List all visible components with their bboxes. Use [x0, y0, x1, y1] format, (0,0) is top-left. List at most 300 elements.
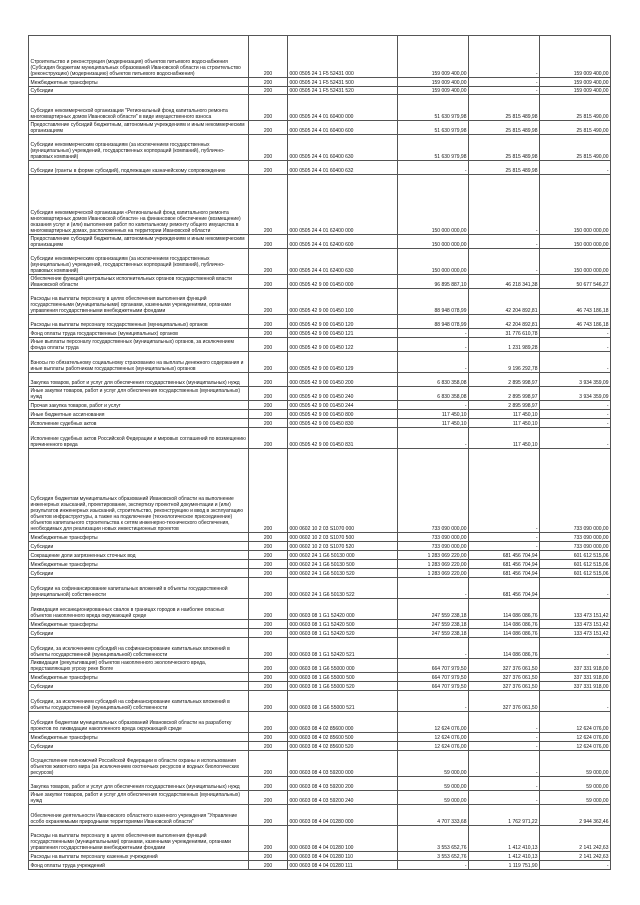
row-approved-amount: -: [398, 428, 469, 449]
row-executed-amount: 114 086 086,76: [469, 599, 540, 620]
row-budget-code: 000 0505 42 9 00 01450 244: [288, 401, 398, 410]
row-line-code: 200: [249, 373, 288, 387]
row-name: Субсидии: [29, 682, 249, 691]
row-name: Субсидии, за исключением субсидий на софинансирование капитальных вложений в объекты государственной (муниципальной) собственности: [29, 691, 249, 712]
row-unexecuted-amount: 3 934 359,09: [540, 387, 611, 401]
row-approved-amount: 664 707 979,50: [398, 673, 469, 682]
row-budget-code: 000 0505 24 4 01 60400 632: [288, 161, 398, 175]
row-line-code: 200: [249, 861, 288, 870]
row-executed-amount: -: [469, 235, 540, 249]
row-unexecuted-amount: 733 090 000,00: [540, 449, 611, 533]
row-budget-code: 000 0505 42 9 00 01450 831: [288, 428, 398, 449]
row-line-code: 200: [249, 533, 288, 542]
row-name: Иные выплаты персоналу государственных (муниципальных) органов, за исключением фонда оплаты труда: [29, 338, 249, 352]
row-budget-code: 000 0603 08 1 G6 55000 500: [288, 673, 398, 682]
row-name: Субсидии некоммерческим организациям (за исключением государственных (муниципальных) учреждений, государственных корпораций (компаний), публично-правовых компаний): [29, 249, 249, 275]
table-row: [29, 329, 611, 338]
table-row: [29, 95, 611, 121]
row-name: Расходы на выплаты персоналу в целях обеспечения выполнения функций государственными (муниципальными) органами, казенными учреждениями, органами управления государственными внебюджетными фондами: [29, 289, 249, 315]
row-budget-code: 000 0603 08 4 03 59200 200: [288, 777, 398, 791]
row-line-code: 200: [249, 578, 288, 599]
row-line-code: 200: [249, 791, 288, 805]
table-row: [29, 542, 611, 551]
row-budget-code: 000 0505 24 1 F5 52431 500: [288, 78, 398, 87]
row-executed-amount: -: [469, 533, 540, 542]
table-row: [29, 733, 611, 742]
row-unexecuted-amount: 337 331 918,00: [540, 673, 611, 682]
row-unexecuted-amount: -: [540, 691, 611, 712]
row-line-code: 200: [249, 599, 288, 620]
row-budget-code: 000 0603 08 4 04 01280 100: [288, 826, 398, 852]
row-approved-amount: 159 009 400,00: [398, 36, 469, 78]
row-unexecuted-amount: 12 624 076,00: [540, 712, 611, 733]
row-executed-amount: 327 376 061,50: [469, 682, 540, 691]
row-unexecuted-amount: -: [540, 578, 611, 599]
row-budget-code: 000 0603 08 1 G1 52420 500: [288, 620, 398, 629]
row-approved-amount: -: [398, 352, 469, 373]
row-budget-code: 000 0505 24 4 01 62400 630: [288, 249, 398, 275]
row-unexecuted-amount: -: [540, 861, 611, 870]
row-executed-amount: 114 086 086,76: [469, 620, 540, 629]
table-row: [29, 449, 611, 533]
table-row: [29, 401, 611, 410]
row-name: Закупка товаров, работ и услуг для обеспечения государственных (муниципальных) нужд: [29, 777, 249, 791]
row-budget-code: 000 0603 08 4 03 59200 240: [288, 791, 398, 805]
row-approved-amount: 733 090 000,00: [398, 533, 469, 542]
row-approved-amount: 150 000 000,00: [398, 249, 469, 275]
row-name: Субсидии: [29, 542, 249, 551]
table-row: [29, 161, 611, 175]
row-unexecuted-amount: 733 090 000,00: [540, 533, 611, 542]
row-budget-code: 000 0505 24 4 01 62400 000: [288, 175, 398, 235]
row-approved-amount: 88 948 078,99: [398, 315, 469, 329]
row-approved-amount: 117 450,10: [398, 419, 469, 428]
row-budget-code: 000 0603 08 4 02 85600 500: [288, 733, 398, 742]
row-approved-amount: 159 009 400,00: [398, 78, 469, 87]
row-executed-amount: -: [469, 777, 540, 791]
budget-execution-table: [28, 35, 611, 870]
row-executed-amount: 681 456 704,94: [469, 551, 540, 560]
row-unexecuted-amount: 12 624 076,00: [540, 733, 611, 742]
row-executed-amount: -: [469, 78, 540, 87]
row-approved-amount: -: [398, 691, 469, 712]
row-executed-amount: 25 815 489,98: [469, 95, 540, 121]
row-approved-amount: 4 707 333,68: [398, 805, 469, 826]
row-executed-amount: 327 376 061,50: [469, 691, 540, 712]
row-name: Исполнение судебных актов: [29, 419, 249, 428]
row-unexecuted-amount: -: [540, 329, 611, 338]
row-name: Субсидии: [29, 742, 249, 751]
table-row: [29, 712, 611, 733]
row-line-code: 200: [249, 691, 288, 712]
table-row: [29, 569, 611, 578]
row-approved-amount: 59 000,00: [398, 791, 469, 805]
row-approved-amount: -: [398, 161, 469, 175]
row-budget-code: 000 0505 42 9 00 01450 121: [288, 329, 398, 338]
row-executed-amount: 1 762 971,22: [469, 805, 540, 826]
row-line-code: 200: [249, 733, 288, 742]
table-row: [29, 338, 611, 352]
row-unexecuted-amount: 601 612 515,06: [540, 551, 611, 560]
row-executed-amount: 327 376 061,50: [469, 673, 540, 682]
row-name: Иные закупки товаров, работ и услуг для обеспечения государственных (муниципальных) нужд: [29, 791, 249, 805]
row-budget-code: 000 0602 24 1 G6 50130 000: [288, 551, 398, 560]
row-budget-code: 000 0505 42 9 00 01450 000: [288, 275, 398, 289]
row-executed-amount: -: [469, 733, 540, 742]
row-executed-amount: 9 196 292,78: [469, 352, 540, 373]
table-row: [29, 289, 611, 315]
row-approved-amount: 51 630 979,98: [398, 95, 469, 121]
row-name: Исполнение судебных актов Российской Федерации и мировых соглашений по возмещению причиненного вреда: [29, 428, 249, 449]
row-name: Межбюджетные трансферты: [29, 620, 249, 629]
row-executed-amount: -: [469, 449, 540, 533]
row-executed-amount: -: [469, 36, 540, 78]
row-line-code: 200: [249, 673, 288, 682]
row-name: Межбюджетные трансферты: [29, 78, 249, 87]
table-row: [29, 410, 611, 419]
row-executed-amount: 42 204 892,81: [469, 289, 540, 315]
row-line-code: 200: [249, 826, 288, 852]
row-line-code: 200: [249, 560, 288, 569]
row-budget-code: 000 0603 08 4 04 01280 111: [288, 861, 398, 870]
row-executed-amount: 31 776 610,78: [469, 329, 540, 338]
row-unexecuted-amount: 337 331 918,00: [540, 682, 611, 691]
row-approved-amount: 664 707 979,50: [398, 659, 469, 673]
row-unexecuted-amount: 601 612 515,06: [540, 560, 611, 569]
row-approved-amount: -: [398, 401, 469, 410]
row-approved-amount: 59 000,00: [398, 777, 469, 791]
row-line-code: 200: [249, 410, 288, 419]
row-executed-amount: 117 450,10: [469, 419, 540, 428]
row-name: Обеспечение деятельности Ивановского областного казенного учреждения "Управление особо охраняемыми природными территориями Ивановской области": [29, 805, 249, 826]
row-budget-code: 000 0602 24 1 G6 50130 500: [288, 560, 398, 569]
row-name: Межбюджетные трансферты: [29, 533, 249, 542]
row-approved-amount: 88 948 078,99: [398, 289, 469, 315]
table-row: [29, 629, 611, 638]
row-name: Субсидия некоммерческой организации «Региональный фонд капитального ремонта многоквартирных домов Ивановской области» на финансовое обеспечение (возмещение) оказания услуг и (или) выполнения работ по капитальному ремонту общего имущества в многоквартирных домах, расположенных на территории Ивановской области: [29, 175, 249, 235]
row-unexecuted-amount: -: [540, 410, 611, 419]
row-approved-amount: 150 000 000,00: [398, 175, 469, 235]
row-unexecuted-amount: 150 000 000,00: [540, 235, 611, 249]
row-unexecuted-amount: 159 009 400,00: [540, 87, 611, 95]
row-name: Осуществление полномочий Российской Федерации в области охраны и использования объектов животного мира (за исключением охотничьих ресурсов и водных биологических ресурсов): [29, 751, 249, 777]
row-unexecuted-amount: -: [540, 419, 611, 428]
row-unexecuted-amount: 2 944 362,46: [540, 805, 611, 826]
table-row: [29, 275, 611, 289]
row-unexecuted-amount: 59 000,00: [540, 751, 611, 777]
row-approved-amount: 12 624 076,00: [398, 742, 469, 751]
table-row: [29, 428, 611, 449]
table-row: [29, 691, 611, 712]
table-row: [29, 861, 611, 870]
table-row: [29, 742, 611, 751]
table-row: [29, 852, 611, 861]
row-line-code: 200: [249, 428, 288, 449]
row-line-code: 200: [249, 387, 288, 401]
row-line-code: 200: [249, 638, 288, 659]
row-approved-amount: -: [398, 578, 469, 599]
table-row: [29, 826, 611, 852]
table-row: [29, 387, 611, 401]
row-unexecuted-amount: 59 000,00: [540, 777, 611, 791]
row-approved-amount: 1 283 069 220,00: [398, 569, 469, 578]
row-budget-code: 000 0505 42 9 00 01450 120: [288, 315, 398, 329]
row-unexecuted-amount: 59 000,00: [540, 791, 611, 805]
row-approved-amount: 6 830 358,08: [398, 373, 469, 387]
row-executed-amount: -: [469, 175, 540, 235]
row-name: Фонд оплаты труда учреждений: [29, 861, 249, 870]
row-budget-code: 000 0603 08 4 04 01280 000: [288, 805, 398, 826]
row-executed-amount: -: [469, 742, 540, 751]
table-row: [29, 560, 611, 569]
table-row: [29, 551, 611, 560]
row-budget-code: 000 0603 08 1 G6 55000 000: [288, 659, 398, 673]
row-approved-amount: 6 830 358,08: [398, 387, 469, 401]
row-approved-amount: 733 090 000,00: [398, 542, 469, 551]
row-approved-amount: 247 559 238,18: [398, 599, 469, 620]
row-name: Взносы по обязательному социальному страхованию на выплаты денежного содержания и иные выплаты работникам государственных (муниципальных) органов: [29, 352, 249, 373]
row-approved-amount: -: [398, 638, 469, 659]
row-budget-code: 000 0603 08 1 G6 55000 520: [288, 682, 398, 691]
row-line-code: 200: [249, 95, 288, 121]
row-executed-amount: 1 412 410,13: [469, 826, 540, 852]
budget-report-page: [28, 35, 610, 870]
row-line-code: 200: [249, 742, 288, 751]
row-name: Субсидии: [29, 629, 249, 638]
table-row: [29, 599, 611, 620]
row-line-code: 200: [249, 682, 288, 691]
row-executed-amount: 681 456 704,94: [469, 569, 540, 578]
row-budget-code: 000 0505 24 4 01 60400 600: [288, 121, 398, 135]
row-budget-code: 000 0603 08 1 G1 52420 520: [288, 629, 398, 638]
row-approved-amount: 159 009 400,00: [398, 87, 469, 95]
row-line-code: 200: [249, 777, 288, 791]
row-unexecuted-amount: 159 009 400,00: [540, 36, 611, 78]
row-name: Расходы на выплаты персоналу государственных (муниципальных) органов: [29, 315, 249, 329]
row-budget-code: 000 0603 08 4 02 85600 000: [288, 712, 398, 733]
row-name: Субсидии: [29, 569, 249, 578]
row-line-code: 200: [249, 805, 288, 826]
row-line-code: 200: [249, 852, 288, 861]
row-unexecuted-amount: 733 090 000,00: [540, 542, 611, 551]
table-row: [29, 373, 611, 387]
row-budget-code: 000 0505 24 1 F5 52431 520: [288, 87, 398, 95]
row-approved-amount: 1 283 069 220,00: [398, 560, 469, 569]
row-budget-code: 000 0603 08 1 G1 52420 521: [288, 638, 398, 659]
row-name: Межбюджетные трансферты: [29, 560, 249, 569]
row-name: Субсидии, за исключением субсидий на софинансирование капитальных вложений в объекты государственной (муниципальной) собственности: [29, 638, 249, 659]
row-line-code: 200: [249, 542, 288, 551]
row-name: Межбюджетные трансферты: [29, 733, 249, 742]
row-name: Субсидии на софинансирование капитальных вложений в объекты государственной (муниципальной) собственности: [29, 578, 249, 599]
row-executed-amount: 1 231 989,28: [469, 338, 540, 352]
row-line-code: 200: [249, 449, 288, 533]
row-line-code: 200: [249, 175, 288, 235]
row-unexecuted-amount: -: [540, 161, 611, 175]
row-approved-amount: 247 559 238,18: [398, 629, 469, 638]
row-executed-amount: 117 450,10: [469, 428, 540, 449]
row-budget-code: 000 0505 24 1 F5 52431 000: [288, 36, 398, 78]
row-executed-amount: 681 456 704,94: [469, 560, 540, 569]
row-name: Межбюджетные трансферты: [29, 673, 249, 682]
row-unexecuted-amount: 25 815 490,00: [540, 135, 611, 161]
row-name: Субсидия некоммерческой организации "Региональный фонд капитального ремонта многоквартирных домов Ивановской области" в виде имущественного взноса: [29, 95, 249, 121]
row-executed-amount: 25 815 489,98: [469, 135, 540, 161]
row-unexecuted-amount: 133 473 151,42: [540, 629, 611, 638]
table-row: [29, 777, 611, 791]
row-name: Субсидии: [29, 87, 249, 95]
row-name: Прочая закупка товаров, работ и услуг: [29, 401, 249, 410]
row-name: Ликвидация несанкционированных свалок в границах городов и наиболее опасных объектов накопленного вреда окружающей среде: [29, 599, 249, 620]
row-name: Строительство и реконструкция (модернизация) объектов питьевого водоснабжения (Субсидия бюджетам муниципальных образований Ивановской области на строительство (реконструкцию) (модернизацию) объектов питьевого водоснабжения): [29, 36, 249, 78]
row-line-code: 200: [249, 620, 288, 629]
row-name: Субсидия бюджетам муниципальных образований Ивановской области на разработку проектов по ликвидации накопленного вреда окружающей среде: [29, 712, 249, 733]
row-unexecuted-amount: 25 815 490,00: [540, 95, 611, 121]
row-approved-amount: 3 553 652,76: [398, 852, 469, 861]
row-executed-amount: 46 218 341,38: [469, 275, 540, 289]
row-name: Субсидия бюджетам муниципальных образований Ивановской области на выполнение инженерных изысканий, проектирование, экспертизу проектной документации и (или) результатов инженерных изысканий, строительство, реконструкцию и ввод в эксплуатацию объектов инфраструктуры, а также на подключение (технологическое присоединение) объектов капитального строительства к сетям инженерно-технического обеспечения, необходимых для реализации новых инвестиционных проектов: [29, 449, 249, 533]
row-budget-code: 000 0602 24 1 G6 50130 522: [288, 578, 398, 599]
row-line-code: 200: [249, 751, 288, 777]
row-budget-code: 000 0603 08 4 02 85600 520: [288, 742, 398, 751]
row-executed-amount: 42 204 892,81: [469, 315, 540, 329]
row-budget-code: 000 0505 42 9 00 01450 800: [288, 410, 398, 419]
row-unexecuted-amount: 133 473 151,42: [540, 599, 611, 620]
row-approved-amount: 664 707 979,50: [398, 682, 469, 691]
row-approved-amount: 1 283 069 220,00: [398, 551, 469, 560]
table-row: [29, 175, 611, 235]
row-line-code: 200: [249, 569, 288, 578]
row-executed-amount: -: [469, 542, 540, 551]
row-name: Расходы на выплаты персоналу в целях обеспечения выполнения функций государственными (муниципальными) органами, казенными учреждениями, органами управления государственными внебюджетными фондами: [29, 826, 249, 852]
row-line-code: 200: [249, 551, 288, 560]
table-row: [29, 249, 611, 275]
row-line-code: 200: [249, 235, 288, 249]
row-unexecuted-amount: 3 934 359,09: [540, 373, 611, 387]
row-budget-code: 000 0505 24 4 01 60400 000: [288, 95, 398, 121]
row-line-code: 200: [249, 135, 288, 161]
row-line-code: 200: [249, 419, 288, 428]
row-unexecuted-amount: -: [540, 638, 611, 659]
row-budget-code: 000 0505 42 9 00 01450 129: [288, 352, 398, 373]
table-row: [29, 638, 611, 659]
table-row: [29, 682, 611, 691]
row-budget-code: 000 0602 24 1 G6 50130 520: [288, 569, 398, 578]
row-name: Сокращение доли загрязненных сточных вод: [29, 551, 249, 560]
row-unexecuted-amount: 601 612 515,06: [540, 569, 611, 578]
table-row: [29, 315, 611, 329]
row-budget-code: 000 0602 10 2 03 S1070 520: [288, 542, 398, 551]
table-row: [29, 620, 611, 629]
row-executed-amount: -: [469, 751, 540, 777]
row-approved-amount: 59 000,00: [398, 751, 469, 777]
row-budget-code: 000 0602 10 2 03 S1070 000: [288, 449, 398, 533]
row-approved-amount: 117 450,10: [398, 410, 469, 419]
row-name: Предоставление субсидий бюджетным, автономным учреждениям и иным некоммерческим организациям: [29, 121, 249, 135]
table-row: [29, 578, 611, 599]
row-approved-amount: 51 630 979,98: [398, 121, 469, 135]
row-line-code: 200: [249, 315, 288, 329]
row-name: Субсидии некоммерческим организациям (за исключением государственных (муниципальных) учреждений, государственных корпораций (компаний), публично-правовых компаний): [29, 135, 249, 161]
row-unexecuted-amount: 337 331 918,00: [540, 659, 611, 673]
row-approved-amount: 12 624 076,00: [398, 733, 469, 742]
row-line-code: 200: [249, 629, 288, 638]
row-unexecuted-amount: -: [540, 338, 611, 352]
row-executed-amount: -: [469, 249, 540, 275]
row-executed-amount: 2 895 998,97: [469, 387, 540, 401]
row-budget-code: 000 0505 42 9 00 01450 122: [288, 338, 398, 352]
row-executed-amount: 2 895 998,97: [469, 373, 540, 387]
table-row: [29, 805, 611, 826]
row-line-code: 200: [249, 712, 288, 733]
row-line-code: 200: [249, 659, 288, 673]
table-row: [29, 419, 611, 428]
row-line-code: 200: [249, 289, 288, 315]
row-approved-amount: -: [398, 329, 469, 338]
row-name: Ликвидация (рекультивация) объектов накопленного экологического вреда, представляющих угрозу реке Волге: [29, 659, 249, 673]
row-approved-amount: -: [398, 338, 469, 352]
row-line-code: 200: [249, 329, 288, 338]
table-row: [29, 235, 611, 249]
row-executed-amount: 114 086 086,76: [469, 629, 540, 638]
row-budget-code: 000 0602 10 2 03 S1070 500: [288, 533, 398, 542]
row-approved-amount: 51 630 979,98: [398, 135, 469, 161]
row-executed-amount: 327 376 061,50: [469, 659, 540, 673]
row-unexecuted-amount: 46 743 186,18: [540, 315, 611, 329]
table-row: [29, 533, 611, 542]
row-line-code: 200: [249, 275, 288, 289]
row-unexecuted-amount: 150 000 000,00: [540, 175, 611, 235]
row-approved-amount: 150 000 000,00: [398, 235, 469, 249]
row-unexecuted-amount: 46 743 186,18: [540, 289, 611, 315]
row-unexecuted-amount: 12 624 076,00: [540, 742, 611, 751]
row-budget-code: 000 0505 42 9 00 01450 240: [288, 387, 398, 401]
row-unexecuted-amount: -: [540, 428, 611, 449]
row-budget-code: 000 0505 42 9 00 01450 200: [288, 373, 398, 387]
row-name: Субсидии (гранты в форме субсидий), подлежащие казначейскому сопровождению: [29, 161, 249, 175]
row-executed-amount: 114 086 086,76: [469, 638, 540, 659]
table-row: [29, 659, 611, 673]
row-unexecuted-amount: 50 677 546,27: [540, 275, 611, 289]
row-executed-amount: 25 815 489,98: [469, 161, 540, 175]
row-approved-amount: 96 895 887,10: [398, 275, 469, 289]
row-budget-code: 000 0603 08 4 03 59200 000: [288, 751, 398, 777]
row-executed-amount: 1 119 751,90: [469, 861, 540, 870]
table-row: [29, 352, 611, 373]
row-line-code: 200: [249, 338, 288, 352]
row-unexecuted-amount: -: [540, 352, 611, 373]
row-line-code: 200: [249, 249, 288, 275]
row-name: Фонд оплаты труда государственных (муниципальных) органов: [29, 329, 249, 338]
row-line-code: 200: [249, 36, 288, 78]
table-row: [29, 36, 611, 78]
row-name: Иные бюджетные ассигнования: [29, 410, 249, 419]
row-unexecuted-amount: 159 009 400,00: [540, 78, 611, 87]
row-approved-amount: 3 553 652,76: [398, 826, 469, 852]
row-executed-amount: -: [469, 712, 540, 733]
row-line-code: 200: [249, 161, 288, 175]
row-line-code: 200: [249, 401, 288, 410]
row-name: Обеспечение функций центральных исполнительных органов государственной власти Ивановской области: [29, 275, 249, 289]
table-row: [29, 121, 611, 135]
row-name: Закупка товаров, работ и услуг для обеспечения государственных (муниципальных) нужд: [29, 373, 249, 387]
row-name: Иные закупки товаров, работ и услуг для обеспечения государственных (муниципальных) нужд: [29, 387, 249, 401]
row-approved-amount: 733 090 000,00: [398, 449, 469, 533]
row-executed-amount: -: [469, 791, 540, 805]
row-line-code: 200: [249, 87, 288, 95]
row-budget-code: 000 0505 42 9 00 01450 830: [288, 419, 398, 428]
row-name: Расходы на выплаты персоналу казенных учреждений: [29, 852, 249, 861]
